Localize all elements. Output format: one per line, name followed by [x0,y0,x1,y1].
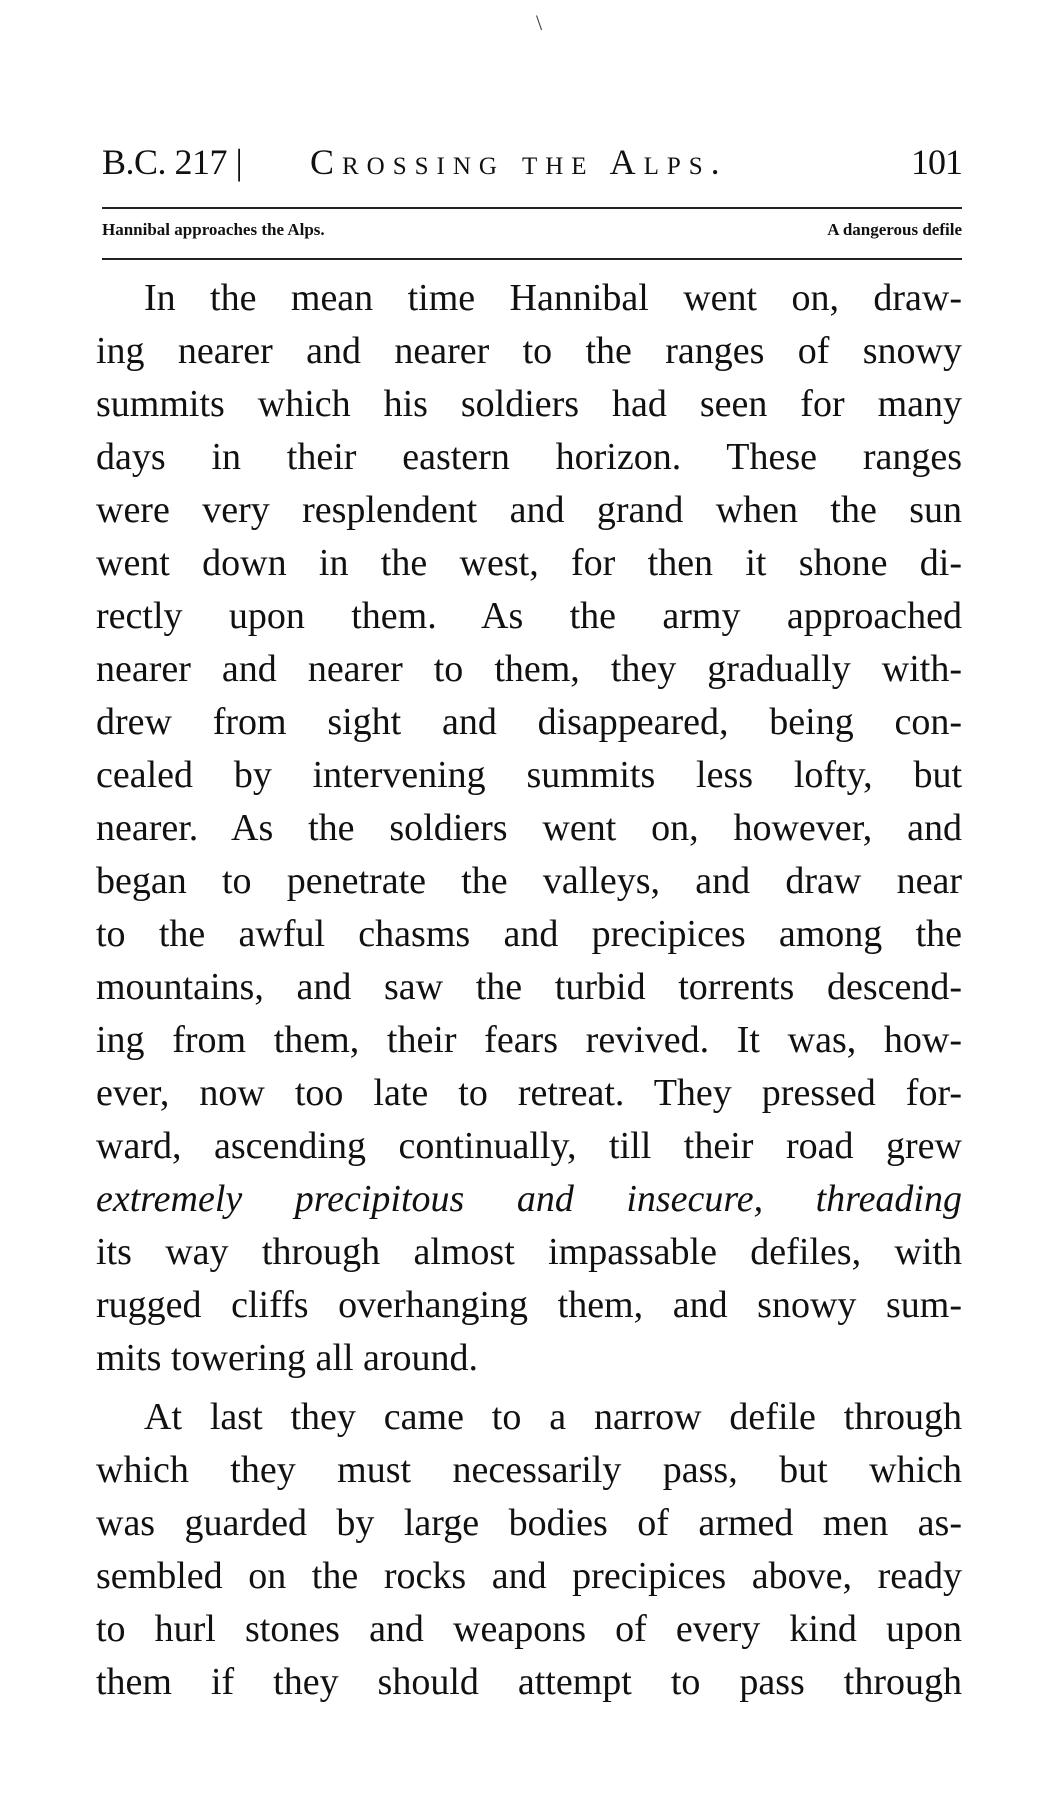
text-line: ever, now too late to retreat. They pressed for- [96,1072,962,1114]
body-text [96,272,962,1709]
text-line: nearer. As the soldiers went on, however, and [96,807,962,849]
text-line: ing from them, their fears revived. It was, how- [96,1019,962,1061]
chapter-title: Crossing the Alps. [310,142,728,182]
subheading-bar [102,216,962,244]
text-line: rectly upon them. As the army approached [96,595,962,637]
text-line: In the mean time Hannibal went on, draw- [144,277,962,319]
left-subheading: Hannibal approaches the Alps. [102,220,325,239]
text-line: was guarded by large bodies of armed men as- [96,1502,962,1544]
text-line: were very resplendent and grand when the sun [96,489,962,531]
text-line: summits which his soldiers had seen for many [96,383,962,425]
text-line: mits towering all around. [96,1337,479,1379]
paragraph [96,272,962,1385]
text-line: extremely precipitous and insecure, threading [96,1178,962,1220]
text-line: to the awful chasms and precipices among the [96,913,962,955]
text-line: sembled on the rocks and precipices above, ready [96,1555,962,1597]
text-line: nearer and nearer to them, they gradually with- [96,648,962,690]
text-line: to hurl stones and weapons of every kind upon [96,1608,962,1650]
text-line: cealed by intervening summits less lofty, but [96,754,962,796]
bottom-rule [102,258,962,260]
paragraph [96,1391,962,1709]
text-line: At last they came to a narrow defile through [144,1396,962,1438]
text-line: rugged cliffs overhanging them, and snowy sum- [96,1284,962,1326]
right-subheading: A dangerous defile [827,220,962,239]
top-rule [102,207,962,209]
text-line: began to penetrate the valleys, and draw near [96,860,962,902]
text-line: which they must necessarily pass, but which [96,1449,962,1491]
text-line: mountains, and saw the turbid torrents descend- [96,966,962,1008]
text-line: drew from sight and disappeared, being con- [96,701,962,743]
text-line: ing nearer and nearer to the ranges of snowy [96,330,962,372]
text-line: them if they should attempt to pass through [96,1661,962,1703]
running-head [102,136,962,188]
corner-mark: \ [536,10,543,35]
text-line: ward, ascending continually, till their road grew [96,1125,962,1167]
text-line: went down in the west, for then it shone di- [96,542,962,584]
chapter-date: B.C. 217 | [102,142,243,182]
text-line: its way through almost impassable defiles, with [96,1231,962,1273]
text-line: days in their eastern horizon. These ranges [96,436,962,478]
page-number: 101 [911,142,962,182]
